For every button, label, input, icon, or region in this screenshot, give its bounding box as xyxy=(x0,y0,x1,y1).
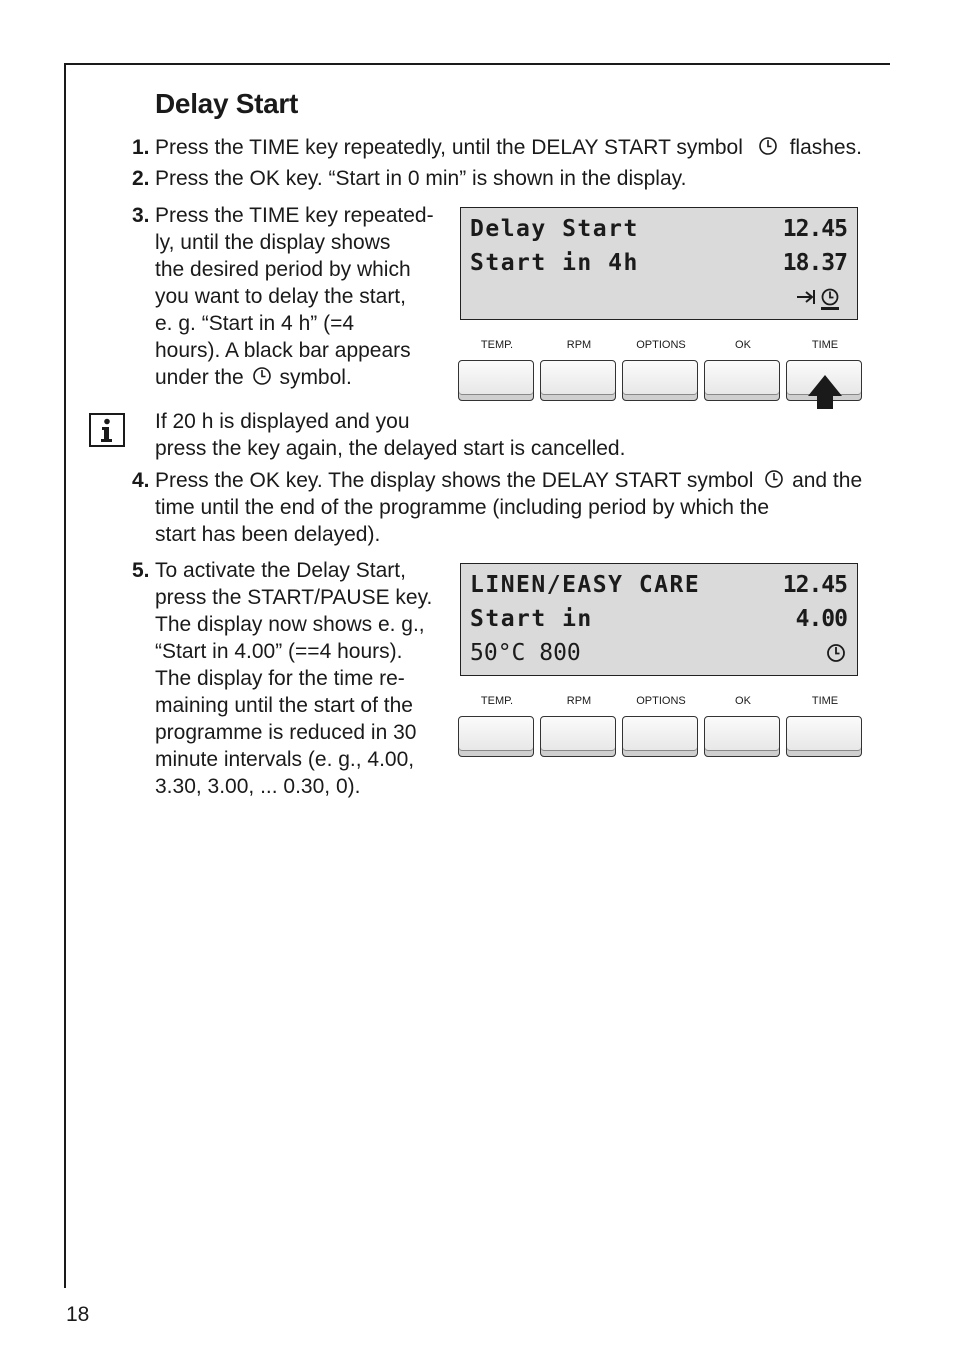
lcd-display-linen xyxy=(460,563,858,676)
rpm-key[interactable] xyxy=(540,716,616,757)
step-3-last-a: under the xyxy=(155,366,244,389)
time-key[interactable] xyxy=(786,716,862,757)
lcd-display-delay-start xyxy=(460,207,858,320)
page-title: Delay Start xyxy=(155,88,298,119)
step-3-text xyxy=(155,202,434,391)
step-5-line: programme is reduced in 30 xyxy=(155,721,417,744)
press-arrow-icon xyxy=(808,375,842,409)
step-5-line: minute intervals (e. g., 4.00, xyxy=(155,748,415,771)
step-4-number: 4. xyxy=(132,469,150,492)
lcd-row-2-value: 18.37 xyxy=(782,250,847,276)
ok-key-label: OK xyxy=(735,339,751,351)
time-key-label: TIME xyxy=(811,339,839,351)
step-4-text xyxy=(155,467,862,548)
step-5-text xyxy=(155,557,432,800)
step-4-line-2: time until the end of the programme (including period by which the xyxy=(155,496,770,519)
step-3-line: hours). A black bar appears xyxy=(155,339,411,362)
info-line: press the key again, the delayed start is cancelled. xyxy=(155,437,626,460)
key-panel-1 xyxy=(458,339,864,401)
lcd-row-2-text: Start in xyxy=(470,606,593,632)
step-5-line: maining until the start of the xyxy=(155,694,413,717)
ok-key-label: OK xyxy=(735,695,751,707)
step-3-line: e. g. “Start in 4 h” (=4 xyxy=(155,312,355,335)
step-4-line-1-a: Press the OK key. The display shows the DELAY START symbol xyxy=(155,469,754,492)
time-key[interactable] xyxy=(786,360,862,401)
temp-key-label: TEMP. xyxy=(480,339,514,351)
info-note-text xyxy=(155,408,625,462)
key-panel-2 xyxy=(458,695,864,757)
lcd-row-3-text: 50°C 800 xyxy=(470,640,581,666)
step-5-line: The display for the time re- xyxy=(155,667,405,690)
lcd-row-1 xyxy=(470,572,847,598)
ok-key[interactable] xyxy=(704,716,780,757)
delay-start-clock-icon xyxy=(251,365,273,387)
step-5-line: The display now shows e. g., xyxy=(155,613,425,636)
delay-start-clock-icon xyxy=(825,642,847,664)
step-4-line-1-b: and the xyxy=(792,469,863,492)
lcd-row-1-value: 12.45 xyxy=(782,572,847,598)
step-3-line: ly, until the display shows xyxy=(155,231,391,254)
step-2-text: Press the OK key. “Start in 0 min” is shown in the display. xyxy=(155,167,687,190)
lcd-row-2-text: Start in 4h xyxy=(470,250,639,276)
step-1-number: 1. xyxy=(132,136,150,159)
step-3-line: Press the TIME key repeated- xyxy=(155,204,434,227)
lcd-row-2 xyxy=(470,606,847,632)
lcd-row-2-value: 4.00 xyxy=(795,606,847,632)
step-4-line-1 xyxy=(155,467,862,494)
info-line: If 20 h is displayed and you xyxy=(155,410,410,433)
options-key-label: OPTIONS xyxy=(636,695,686,707)
lcd-row-2 xyxy=(470,250,847,276)
delay-start-clock-icon xyxy=(763,468,785,490)
options-key[interactable] xyxy=(622,716,698,757)
rpm-key-label: RPM xyxy=(566,339,592,351)
lcd-row-1-text: LINEN/EASY CARE xyxy=(470,572,701,598)
temp-key[interactable] xyxy=(458,360,534,401)
rpm-key[interactable] xyxy=(540,360,616,401)
step-5-number: 5. xyxy=(132,559,150,582)
step-1-text xyxy=(155,134,862,161)
top-rule xyxy=(64,63,890,65)
step-3-line: you want to delay the start, xyxy=(155,285,406,308)
step-2-number: 2. xyxy=(132,167,150,190)
delay-start-clock-icon xyxy=(757,135,779,157)
step-1-text-b: flashes. xyxy=(789,136,862,159)
step-3-number: 3. xyxy=(132,204,150,227)
ok-key[interactable] xyxy=(704,360,780,401)
step-3-line-last xyxy=(155,364,434,391)
time-key-label: TIME xyxy=(811,695,839,707)
step-1-text-a: Press the TIME key repeatedly, until the DELAY START symbol xyxy=(155,136,743,159)
step-5-line: “Start in 4.00” (==4 hours). xyxy=(155,640,403,663)
step-3-last-b: symbol. xyxy=(279,366,352,389)
step-5-line: To activate the Delay Start, xyxy=(155,559,406,582)
temp-key-label: TEMP. xyxy=(480,695,514,707)
lcd-row-1 xyxy=(470,216,847,242)
lcd-row-1-text: Delay Start xyxy=(470,216,639,242)
step-5-line: press the START/PAUSE key. xyxy=(155,586,433,609)
step-4-line-3: start has been delayed). xyxy=(155,523,381,546)
rpm-key-label: RPM xyxy=(566,695,592,707)
left-rule xyxy=(64,63,66,1288)
step-5-line: 3.30, 3.00, ... 0.30, 0). xyxy=(155,775,361,798)
step-3-line: the desired period by which xyxy=(155,258,411,281)
options-key-label: OPTIONS xyxy=(636,339,686,351)
temp-key[interactable] xyxy=(458,716,534,757)
info-icon xyxy=(89,413,125,447)
delay-start-indicator-icon xyxy=(795,286,847,312)
page-number: 18 xyxy=(66,1303,90,1326)
lcd-row-3 xyxy=(470,640,847,666)
options-key[interactable] xyxy=(622,360,698,401)
lcd-row-1-value: 12.45 xyxy=(782,216,847,242)
